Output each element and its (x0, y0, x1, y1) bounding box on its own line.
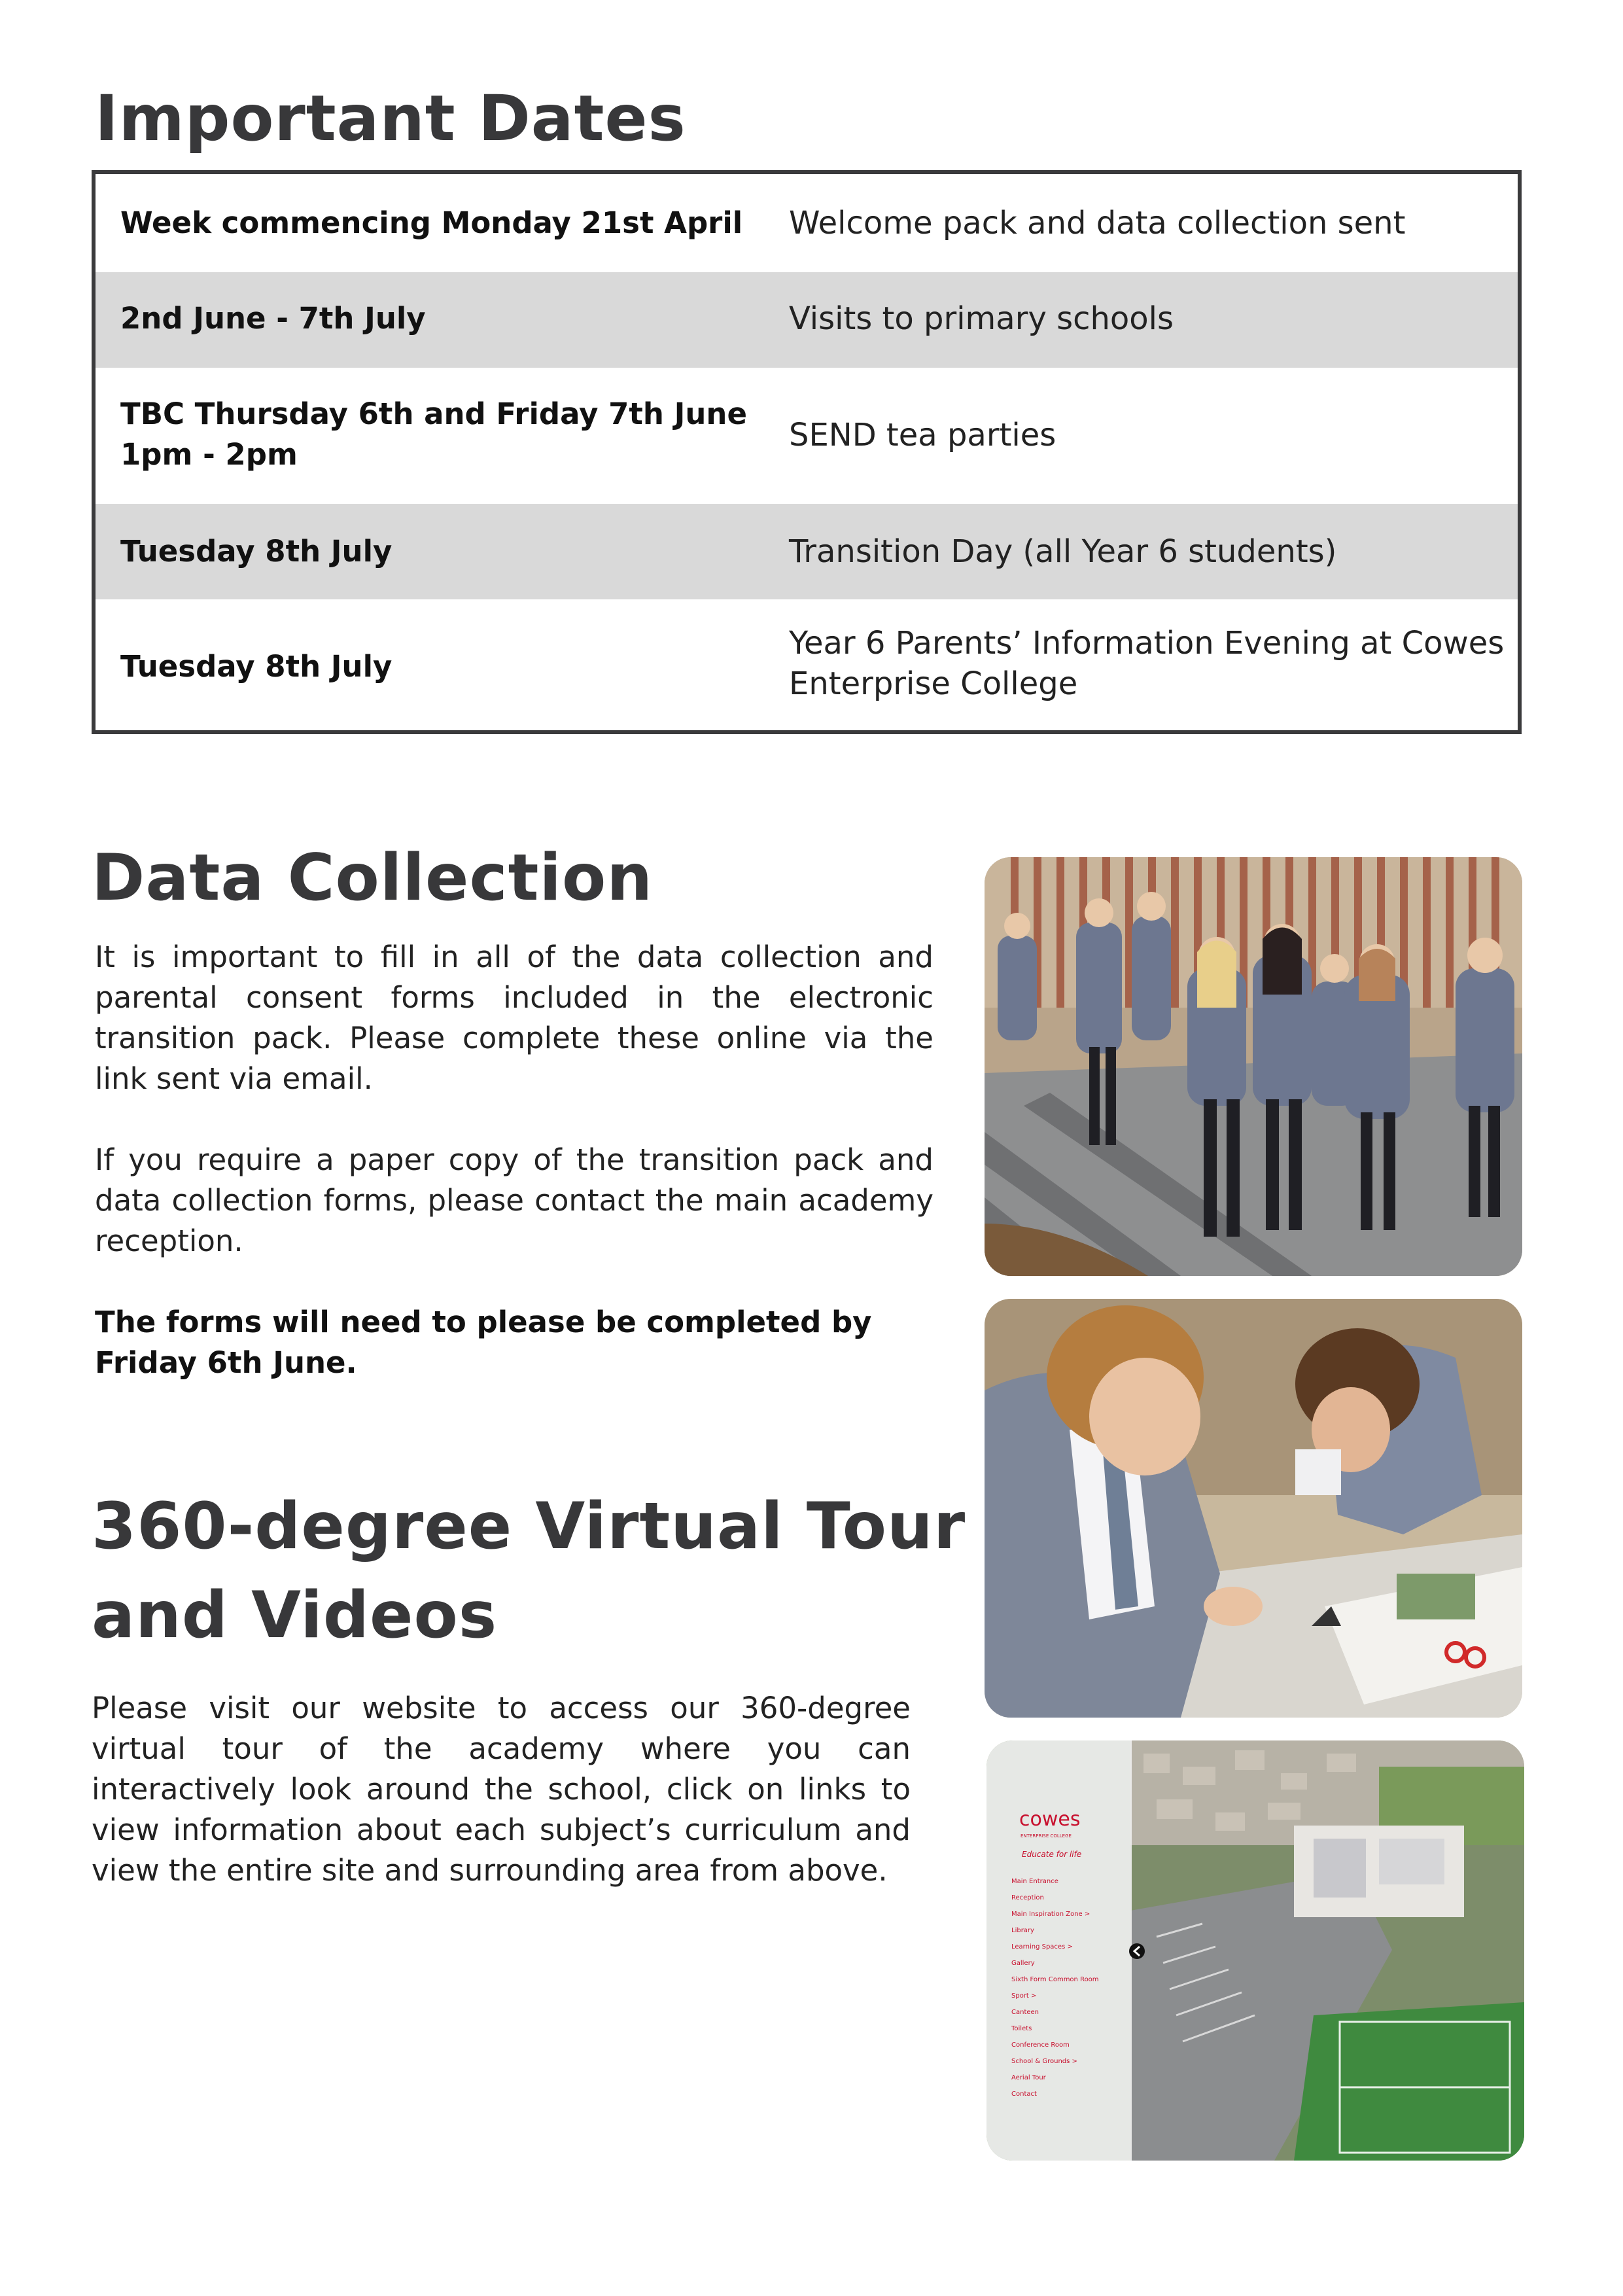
important-dates-table (92, 170, 1522, 734)
tour-menu-item[interactable]: School & Grounds > (1011, 2058, 1077, 2065)
important-dates-title: Important Dates (95, 82, 686, 155)
tour-menu-item[interactable]: Learning Spaces > (1011, 1943, 1073, 1951)
tour-menu-item[interactable]: Sport > (1011, 1992, 1037, 2000)
event-cell: Visits to primary schools (789, 300, 1174, 337)
event-cell: Welcome pack and data collection sent (789, 205, 1406, 241)
date-cell: Week commencing Monday 21st April (120, 205, 743, 240)
event-cell: SEND tea parties (789, 417, 1056, 453)
virtual-tour-screenshot (986, 1740, 1524, 2161)
virtual-tour-body: Please visit our website to access our 360-degree virtual tour of the academy where you can interactively look around the school, click on links to view information about each subject’s curriculum and view the entire site and surrounding area from above. (92, 1691, 911, 1888)
table-row (96, 599, 1518, 730)
tour-logo-subtext: ENTERPRISE COLLEGE (1021, 1833, 1072, 1839)
event-cell: Transition Day (all Year 6 students) (789, 533, 1337, 570)
tour-logo-text: cowes (1019, 1808, 1081, 1831)
table-row (96, 174, 1518, 272)
tour-menu-item[interactable]: Aerial Tour (1011, 2074, 1046, 2081)
students-walking-photo (985, 857, 1522, 1276)
table-row (96, 272, 1518, 368)
tour-menu-item[interactable]: Main Entrance (1011, 1878, 1058, 1885)
tour-menu-item[interactable]: Gallery (1011, 1960, 1035, 1967)
forms-deadline-note: The forms will need to please be completed by Friday 6th June. (95, 1305, 872, 1380)
tour-menu-item[interactable]: Main Inspiration Zone > (1011, 1911, 1091, 1918)
date-cell: 2nd June - 7th July (120, 301, 426, 336)
table-row (96, 504, 1518, 599)
tour-menu-item[interactable]: Sixth Form Common Room (1011, 1976, 1099, 1983)
date-cell: TBC Thursday 6th and Friday 7th June 1pm - 2pm (120, 397, 747, 472)
tour-tagline: Educate for life (1022, 1850, 1082, 1859)
data-collection-title: Data Collection (92, 841, 654, 915)
tour-menu-item[interactable]: Toilets (1011, 2025, 1032, 2032)
date-cell: Tuesday 8th July (120, 534, 393, 569)
data-collection-body (95, 937, 934, 1424)
table-row (96, 368, 1518, 504)
virtual-tour-title (92, 1482, 966, 1660)
virtual-tour-title-line: 360-degree Virtual Tour (92, 1489, 966, 1564)
data-collection-paragraph: If you require a paper copy of the transition pack and data collection forms, please contact the main academy reception. (95, 1142, 934, 1258)
collapse-menu-icon[interactable] (1129, 1943, 1145, 1959)
tour-menu-item[interactable]: Canteen (1011, 2009, 1039, 2016)
tour-menu-item[interactable]: Reception (1011, 1894, 1044, 1901)
virtual-tour-title-line: and Videos (92, 1578, 498, 1653)
tour-menu-item[interactable]: Contact (1011, 2091, 1037, 2098)
tour-menu-item[interactable]: Library (1011, 1927, 1034, 1934)
data-collection-paragraph: It is important to fill in all of the data collection and parental consent forms included in the electronic transition pack. Please complete these online via the link sent via email. (95, 940, 934, 1096)
event-cell: Year 6 Parents’ Information Evening at Cowes Enterprise College (789, 625, 1505, 702)
students-classroom-photo (985, 1299, 1522, 1718)
tour-menu-item[interactable]: Conference Room (1011, 2041, 1070, 2049)
date-cell: Tuesday 8th July (120, 649, 393, 684)
